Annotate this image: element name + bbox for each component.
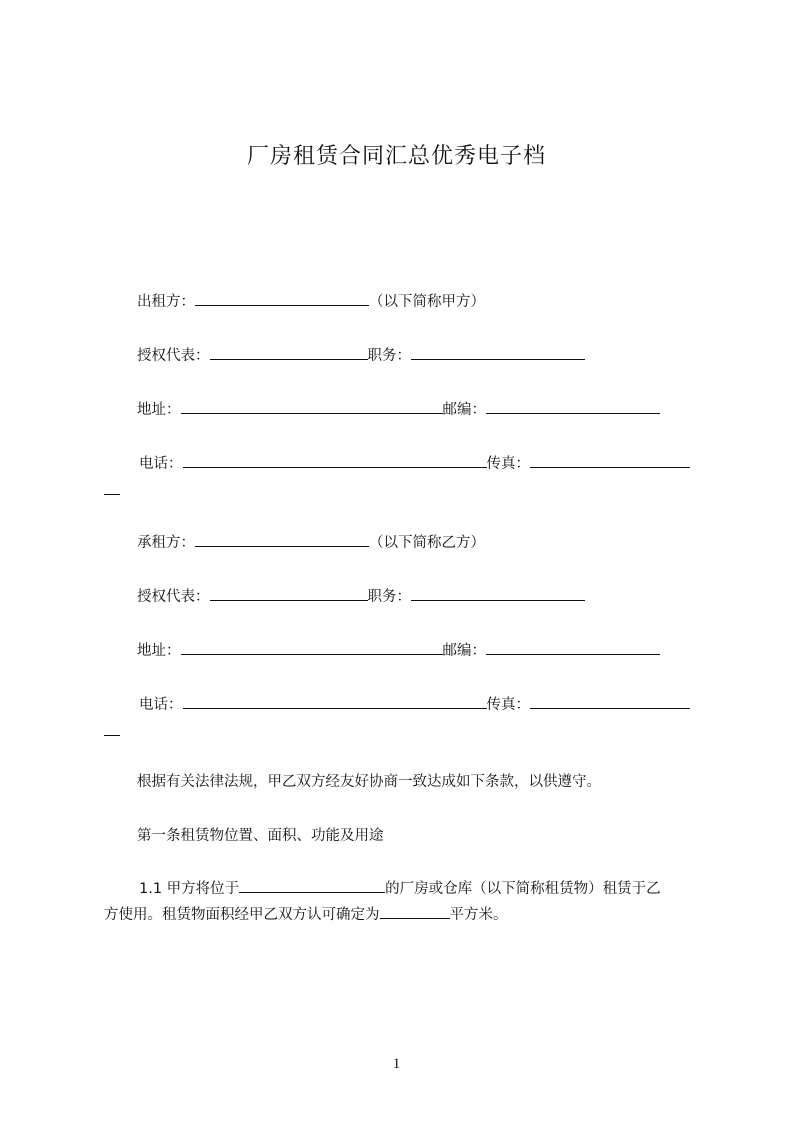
lessor-fax-blank-continuation bbox=[104, 494, 120, 495]
lessee-rep-blank[interactable] bbox=[210, 585, 368, 601]
lessee-rep-line bbox=[137, 585, 585, 607]
lessee-postcode-blank[interactable] bbox=[486, 639, 660, 655]
lessor-position-label: 职务： bbox=[367, 348, 411, 364]
lessor-rep-line bbox=[137, 344, 585, 366]
lessor-rep-blank[interactable] bbox=[210, 344, 368, 360]
lessor-fax-label: 传真： bbox=[486, 456, 530, 472]
lessee-phone-label: 电话： bbox=[139, 697, 183, 713]
lessee-party-label: 承租方： bbox=[137, 535, 195, 551]
lessor-name-blank[interactable] bbox=[195, 290, 369, 306]
intro-paragraph: 根据有关法律法规，甲乙双方经友好协商一致达成如下条款，以供遵守。 bbox=[137, 774, 601, 790]
lessee-address-blank[interactable] bbox=[181, 639, 443, 655]
lessee-position-label: 职务： bbox=[367, 589, 411, 605]
clause-number: 1.1 bbox=[139, 881, 163, 897]
lessor-postcode-blank[interactable] bbox=[486, 398, 660, 414]
lessee-phone-blank[interactable] bbox=[183, 693, 487, 709]
lessor-fax-blank[interactable] bbox=[530, 452, 690, 468]
lessor-postcode-label: 邮编： bbox=[442, 402, 486, 418]
lessor-phone-line bbox=[139, 452, 690, 474]
area-blank[interactable] bbox=[380, 903, 450, 919]
article-1-heading: 第一条租赁物位置、面积、功能及用途 bbox=[137, 828, 384, 844]
lessee-address-line bbox=[137, 639, 660, 661]
clause-text-a: 甲方将位于 bbox=[166, 881, 240, 897]
page-number: 1 bbox=[392, 1056, 401, 1072]
lessee-fax-blank-continuation bbox=[104, 735, 120, 736]
lessor-rep-label: 授权代表： bbox=[137, 348, 210, 364]
location-blank[interactable] bbox=[239, 877, 385, 893]
lessee-name-blank[interactable] bbox=[195, 531, 369, 547]
clause-text-c: 方使用。租赁物面积经甲乙双方认可确定为 bbox=[104, 907, 380, 923]
clause-text-b: 的厂房或仓库（以下简称租赁物）租赁于乙 bbox=[385, 881, 661, 897]
lessor-party-line bbox=[137, 290, 485, 312]
lessor-address-blank[interactable] bbox=[181, 398, 443, 414]
lessor-phone-blank[interactable] bbox=[183, 452, 487, 468]
lessee-address-label: 地址： bbox=[137, 643, 181, 659]
clause-1-1 bbox=[104, 876, 700, 928]
lessor-phone-label: 电话： bbox=[139, 456, 183, 472]
lessee-party-line bbox=[137, 531, 485, 553]
document-title: 厂房租赁合同汇总优秀电子档 bbox=[246, 144, 546, 169]
lessee-rep-label: 授权代表： bbox=[137, 589, 210, 605]
lessee-position-blank[interactable] bbox=[411, 585, 585, 601]
lessee-fax-blank[interactable] bbox=[530, 693, 690, 709]
lessee-postcode-label: 邮编： bbox=[442, 643, 486, 659]
lessor-party-label: 出租方： bbox=[137, 294, 195, 310]
lessee-phone-line bbox=[139, 693, 690, 715]
lessor-position-blank[interactable] bbox=[411, 344, 585, 360]
lessee-fax-label: 传真： bbox=[486, 697, 530, 713]
lessee-party-suffix: （以下简称乙方） bbox=[369, 535, 485, 551]
lessor-party-suffix: （以下简称甲方） bbox=[369, 294, 485, 310]
lessor-address-line bbox=[137, 398, 660, 420]
clause-text-d: 平方米。 bbox=[449, 907, 508, 923]
lessor-address-label: 地址： bbox=[137, 402, 181, 418]
